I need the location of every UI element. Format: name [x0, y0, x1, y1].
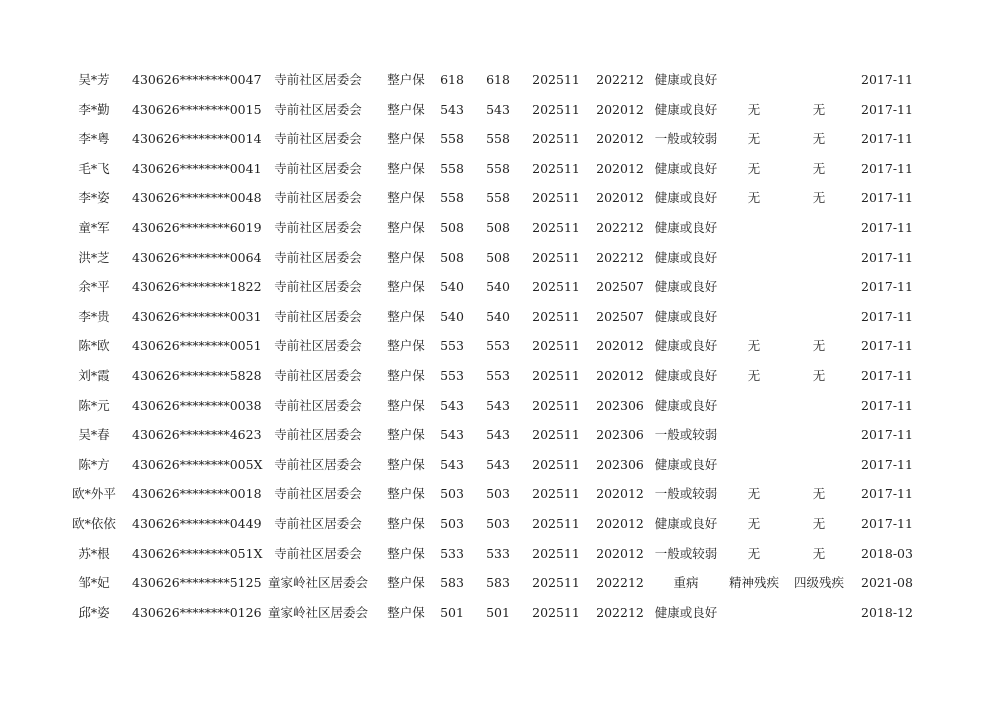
assistance-type-cell: 整户保 — [387, 101, 425, 117]
date-cell: 2017-11 — [861, 249, 913, 265]
start-period-cell: 202511 — [532, 219, 580, 235]
amount-cell: 543 — [486, 397, 510, 413]
amount-cell: 540 — [440, 308, 464, 324]
id-number-cell: 430626********6019 — [132, 219, 262, 235]
end-period-cell: 202012 — [596, 101, 644, 117]
table-row — [0, 568, 1000, 598]
health-status-cell: 健康或良好 — [654, 604, 718, 620]
disability-level-cell — [788, 213, 850, 243]
disability-level-cell: 无 — [812, 131, 826, 147]
name-cell: 李*粤 — [78, 131, 110, 147]
disability-level-cell: 四级残疾 — [793, 575, 844, 591]
health-status-cell: 一般或较弱 — [654, 545, 718, 561]
end-period-cell: 202306 — [596, 397, 644, 413]
health-status-cell: 健康或良好 — [654, 72, 718, 87]
amount-cell: 540 — [486, 279, 510, 295]
disability-type-cell: 无 — [747, 545, 761, 561]
id-number-cell: 430626********0126 — [132, 604, 262, 620]
assistance-type-cell: 整户保 — [387, 575, 425, 591]
table-row — [0, 183, 1000, 213]
start-period-cell: 202511 — [532, 338, 580, 354]
start-period-cell: 202511 — [532, 131, 580, 147]
amount-cell: 583 — [486, 575, 510, 591]
end-period-cell: 202212 — [596, 575, 644, 591]
table-row — [0, 124, 1000, 154]
amount-cell: 558 — [440, 131, 464, 147]
community-cell: 寺前社区居委会 — [274, 427, 362, 443]
end-period-cell: 202306 — [596, 427, 644, 443]
start-period-cell: 202511 — [532, 486, 580, 502]
id-number-cell: 430626********051X — [132, 545, 263, 561]
start-period-cell: 202511 — [532, 249, 580, 265]
amount-cell: 558 — [486, 160, 510, 176]
name-cell: 苏*根 — [78, 545, 110, 561]
name-cell: 李*勤 — [78, 101, 110, 117]
assistance-type-cell: 整户保 — [387, 367, 425, 383]
start-period-cell: 202511 — [532, 427, 580, 443]
end-period-cell: 202012 — [596, 486, 644, 502]
table-row — [0, 539, 1000, 569]
community-cell: 寺前社区居委会 — [274, 456, 362, 472]
name-cell: 陈*欧 — [78, 338, 110, 354]
amount-cell: 540 — [486, 308, 510, 324]
start-period-cell: 202511 — [532, 190, 580, 206]
assistance-type-cell: 整户保 — [387, 456, 425, 472]
date-cell: 2017-11 — [861, 456, 913, 472]
community-cell: 寺前社区居委会 — [274, 249, 362, 265]
id-number-cell: 430626********005X — [132, 456, 263, 472]
start-period-cell: 202511 — [532, 279, 580, 295]
end-period-cell: 202212 — [596, 72, 644, 87]
start-period-cell: 202511 — [532, 545, 580, 561]
community-cell: 寺前社区居委会 — [274, 338, 362, 354]
health-status-cell: 重病 — [673, 575, 699, 591]
amount-cell: 533 — [486, 545, 510, 561]
health-status-cell: 健康或良好 — [654, 190, 718, 206]
start-period-cell: 202511 — [532, 604, 580, 620]
health-status-cell: 健康或良好 — [654, 279, 718, 295]
id-number-cell: 430626********0064 — [132, 249, 262, 265]
assistance-type-cell: 整户保 — [387, 545, 425, 561]
disability-level-cell: 无 — [812, 486, 826, 502]
end-period-cell: 202507 — [596, 279, 644, 295]
assistance-type-cell: 整户保 — [387, 249, 425, 265]
community-cell: 寺前社区居委会 — [274, 515, 362, 531]
start-period-cell: 202511 — [532, 308, 580, 324]
disability-level-cell: 无 — [812, 160, 826, 176]
community-cell: 寺前社区居委会 — [274, 219, 362, 235]
id-number-cell: 430626********0048 — [132, 190, 262, 206]
end-period-cell: 202012 — [596, 367, 644, 383]
date-cell: 2017-11 — [861, 279, 913, 295]
community-cell: 童家岭社区居委会 — [267, 575, 368, 591]
date-cell: 2017-11 — [861, 101, 913, 117]
date-cell: 2017-11 — [861, 160, 913, 176]
table-row — [0, 361, 1000, 391]
end-period-cell: 202507 — [596, 308, 644, 324]
start-period-cell: 202511 — [532, 456, 580, 472]
disability-type-cell — [724, 302, 784, 332]
community-cell: 童家岭社区居委会 — [267, 604, 368, 620]
id-number-cell: 430626********0038 — [132, 397, 262, 413]
start-period-cell: 202511 — [532, 397, 580, 413]
id-number-cell: 430626********0449 — [132, 515, 262, 531]
table-row — [0, 154, 1000, 184]
table-row — [0, 391, 1000, 421]
id-number-cell: 430626********5125 — [132, 575, 262, 591]
date-cell: 2018-03 — [861, 545, 913, 561]
amount-cell: 543 — [486, 101, 510, 117]
name-cell: 洪*芝 — [78, 249, 110, 265]
amount-cell: 503 — [440, 515, 464, 531]
disability-level-cell: 无 — [812, 190, 826, 206]
end-period-cell: 202012 — [596, 190, 644, 206]
date-cell: 2017-11 — [861, 515, 913, 531]
date-cell: 2017-11 — [861, 486, 913, 502]
name-cell: 陈*元 — [78, 397, 110, 413]
amount-cell: 553 — [440, 338, 464, 354]
amount-cell: 553 — [486, 367, 510, 383]
assistance-type-cell: 整户保 — [387, 515, 425, 531]
amount-cell: 533 — [440, 545, 464, 561]
assistance-type-cell: 整户保 — [387, 397, 425, 413]
amount-cell: 558 — [486, 131, 510, 147]
end-period-cell: 202212 — [596, 219, 644, 235]
start-period-cell: 202511 — [532, 160, 580, 176]
community-cell: 寺前社区居委会 — [274, 545, 362, 561]
assistance-type-cell: 整户保 — [387, 604, 425, 620]
disability-level-cell — [788, 272, 850, 302]
assistance-type-cell: 整户保 — [387, 160, 425, 176]
amount-cell: 508 — [486, 219, 510, 235]
amount-cell: 553 — [440, 367, 464, 383]
table-row — [0, 479, 1000, 509]
assistance-type-cell: 整户保 — [387, 131, 425, 147]
amount-cell: 558 — [440, 160, 464, 176]
health-status-cell: 健康或良好 — [654, 338, 718, 354]
assistance-type-cell: 整户保 — [387, 72, 425, 87]
amount-cell: 501 — [486, 604, 510, 620]
id-number-cell: 430626********0031 — [132, 308, 262, 324]
assistance-type-cell: 整户保 — [387, 486, 425, 502]
disability-type-cell: 无 — [747, 367, 761, 383]
health-status-cell: 健康或良好 — [654, 308, 718, 324]
start-period-cell: 202511 — [532, 101, 580, 117]
amount-cell: 558 — [440, 190, 464, 206]
end-period-cell: 202012 — [596, 131, 644, 147]
end-period-cell: 202212 — [596, 604, 644, 620]
date-cell: 2017-11 — [861, 338, 913, 354]
disability-type-cell: 无 — [747, 486, 761, 502]
disability-type-cell — [724, 391, 784, 421]
name-cell: 余*平 — [78, 279, 110, 295]
disability-type-cell: 无 — [747, 515, 761, 531]
amount-cell: 553 — [486, 338, 510, 354]
disability-level-cell — [788, 450, 850, 480]
date-cell: 2018-12 — [861, 604, 913, 620]
name-cell: 欧*外平 — [72, 486, 116, 502]
id-number-cell: 430626********5828 — [132, 367, 262, 383]
records-table — [0, 65, 1000, 627]
amount-cell: 543 — [440, 397, 464, 413]
community-cell: 寺前社区居委会 — [274, 101, 362, 117]
disability-type-cell — [724, 65, 784, 95]
community-cell: 寺前社区居委会 — [274, 486, 362, 502]
disability-level-cell — [788, 420, 850, 450]
community-cell: 寺前社区居委会 — [274, 279, 362, 295]
amount-cell: 583 — [440, 575, 464, 591]
name-cell: 毛*飞 — [78, 160, 110, 176]
id-number-cell: 430626********0051 — [132, 338, 262, 354]
amount-cell: 543 — [440, 427, 464, 443]
amount-cell: 508 — [486, 249, 510, 265]
end-period-cell: 202306 — [596, 456, 644, 472]
table-row — [0, 272, 1000, 302]
end-period-cell: 202012 — [596, 515, 644, 531]
amount-cell: 543 — [486, 427, 510, 443]
id-number-cell: 430626********4623 — [132, 427, 262, 443]
disability-type-cell: 无 — [747, 160, 761, 176]
id-number-cell: 430626********1822 — [132, 279, 262, 295]
disability-level-cell — [788, 302, 850, 332]
name-cell: 李*姿 — [78, 190, 110, 206]
date-cell: 2017-11 — [861, 72, 913, 87]
disability-type-cell — [724, 213, 784, 243]
name-cell: 邹*妃 — [78, 575, 110, 591]
disability-level-cell: 无 — [812, 515, 826, 531]
amount-cell: 508 — [440, 249, 464, 265]
disability-level-cell — [788, 391, 850, 421]
assistance-type-cell: 整户保 — [387, 427, 425, 443]
name-cell: 吴*春 — [78, 427, 110, 443]
health-status-cell: 健康或良好 — [654, 249, 718, 265]
name-cell: 邱*姿 — [78, 604, 110, 620]
amount-cell: 508 — [440, 219, 464, 235]
end-period-cell: 202212 — [596, 249, 644, 265]
id-number-cell: 430626********0018 — [132, 486, 262, 502]
health-status-cell: 健康或良好 — [654, 397, 718, 413]
health-status-cell: 健康或良好 — [654, 219, 718, 235]
date-cell: 2021-08 — [861, 575, 913, 591]
table-row — [0, 65, 1000, 95]
table-row — [0, 243, 1000, 273]
health-status-cell: 一般或较弱 — [654, 486, 718, 502]
name-cell: 吴*芳 — [78, 72, 110, 87]
amount-cell: 540 — [440, 279, 464, 295]
disability-type-cell — [724, 420, 784, 450]
disability-level-cell — [788, 243, 850, 273]
community-cell: 寺前社区居委会 — [274, 72, 362, 87]
disability-type-cell: 无 — [747, 131, 761, 147]
start-period-cell: 202511 — [532, 367, 580, 383]
date-cell: 2017-11 — [861, 427, 913, 443]
start-period-cell: 202511 — [532, 72, 580, 87]
date-cell: 2017-11 — [861, 219, 913, 235]
disability-type-cell — [724, 272, 784, 302]
name-cell: 童*军 — [78, 219, 110, 235]
community-cell: 寺前社区居委会 — [274, 367, 362, 383]
health-status-cell: 健康或良好 — [654, 515, 718, 531]
amount-cell: 543 — [440, 456, 464, 472]
date-cell: 2017-11 — [861, 308, 913, 324]
health-status-cell: 健康或良好 — [654, 456, 718, 472]
disability-type-cell — [724, 450, 784, 480]
disability-level-cell: 无 — [812, 338, 826, 354]
date-cell: 2017-11 — [861, 131, 913, 147]
table-row — [0, 509, 1000, 539]
table-row — [0, 331, 1000, 361]
amount-cell: 558 — [486, 190, 510, 206]
disability-type-cell: 无 — [747, 101, 761, 117]
community-cell: 寺前社区居委会 — [274, 397, 362, 413]
disability-level-cell: 无 — [812, 101, 826, 117]
community-cell: 寺前社区居委会 — [274, 160, 362, 176]
amount-cell: 503 — [440, 486, 464, 502]
assistance-type-cell: 整户保 — [387, 338, 425, 354]
assistance-type-cell: 整户保 — [387, 190, 425, 206]
table-row — [0, 213, 1000, 243]
id-number-cell: 430626********0047 — [132, 72, 262, 87]
table-row — [0, 302, 1000, 332]
assistance-type-cell: 整户保 — [387, 308, 425, 324]
id-number-cell: 430626********0015 — [132, 101, 262, 117]
name-cell: 李*贵 — [78, 308, 110, 324]
health-status-cell: 一般或较弱 — [654, 427, 718, 443]
amount-cell: 618 — [440, 72, 464, 87]
assistance-type-cell: 整户保 — [387, 279, 425, 295]
disability-type-cell: 无 — [747, 190, 761, 206]
id-number-cell: 430626********0014 — [132, 131, 262, 147]
table-row — [0, 598, 1000, 628]
community-cell: 寺前社区居委会 — [274, 190, 362, 206]
amount-cell: 543 — [486, 456, 510, 472]
end-period-cell: 202012 — [596, 160, 644, 176]
disability-type-cell: 精神残疾 — [728, 575, 779, 591]
disability-level-cell: 无 — [812, 367, 826, 383]
disability-level-cell: 无 — [812, 545, 826, 561]
disability-type-cell — [724, 243, 784, 273]
date-cell: 2017-11 — [861, 190, 913, 206]
health-status-cell: 健康或良好 — [654, 160, 718, 176]
health-status-cell: 健康或良好 — [654, 367, 718, 383]
disability-type-cell — [724, 598, 784, 628]
name-cell: 刘*霞 — [78, 367, 110, 383]
disability-level-cell — [788, 598, 850, 628]
start-period-cell: 202511 — [532, 515, 580, 531]
table-row — [0, 420, 1000, 450]
id-number-cell: 430626********0041 — [132, 160, 262, 176]
amount-cell: 503 — [486, 515, 510, 531]
health-status-cell: 健康或良好 — [654, 101, 718, 117]
amount-cell: 501 — [440, 604, 464, 620]
assistance-type-cell: 整户保 — [387, 219, 425, 235]
end-period-cell: 202012 — [596, 338, 644, 354]
name-cell: 陈*方 — [78, 456, 110, 472]
disability-level-cell — [788, 65, 850, 95]
table-row — [0, 95, 1000, 125]
name-cell: 欧*依依 — [72, 515, 116, 531]
end-period-cell: 202012 — [596, 545, 644, 561]
date-cell: 2017-11 — [861, 397, 913, 413]
amount-cell: 503 — [486, 486, 510, 502]
amount-cell: 618 — [486, 72, 510, 87]
community-cell: 寺前社区居委会 — [274, 308, 362, 324]
date-cell: 2017-11 — [861, 367, 913, 383]
start-period-cell: 202511 — [532, 575, 580, 591]
health-status-cell: 一般或较弱 — [654, 131, 718, 147]
disability-type-cell: 无 — [747, 338, 761, 354]
community-cell: 寺前社区居委会 — [274, 131, 362, 147]
table-row — [0, 450, 1000, 480]
amount-cell: 543 — [440, 101, 464, 117]
